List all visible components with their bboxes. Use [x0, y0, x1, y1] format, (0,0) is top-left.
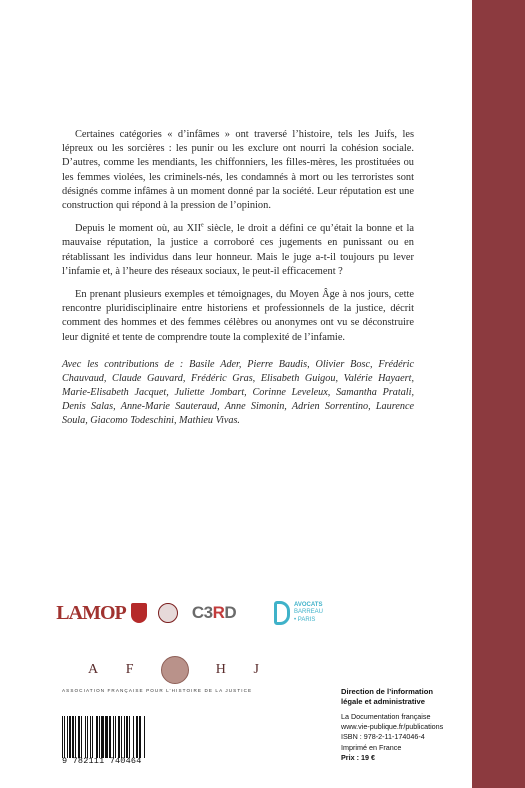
century-superscript: e — [201, 222, 204, 229]
paragraph-1: Certaines catégories « d’infâmes » ont traversé l’histoire, tels les Juifs, les lépreux ou les sorcières : les punir ou les exclure ont nourri la cohésion sociale. D’autres, comme les mendiants, les chiffonniers, les filles-mères, les prostituées ou les femmes violées, les criminels-nés, les condamnés à mort ou les terroristes sont désignés comme infâmes à un moment donné par la société. Leur réputation est une construction qui répond à la pression de l’opinion. — [62, 129, 414, 212]
paragraph-2 — [62, 222, 414, 279]
afhj-letter-h: H — [215, 662, 227, 677]
partner-logos — [56, 593, 420, 633]
lamop-wordmark: LAMOP — [56, 601, 126, 624]
avocats-barreau-paris-logo — [274, 593, 344, 633]
paragraph-2-end: siècle, le droit a défini ce qu’était la bonne et la mauvaise réputation, la justice a corroboré ces jugements en punissant ou en rétablissant les individus dans leur honneur. Mais le juge a-t-il toujours pu lever l’infamie et, à l’heure des réseaux sociaux, le peut-il efficacement ? — [62, 223, 414, 277]
publisher-info — [341, 687, 501, 763]
institute-seal-logo — [155, 593, 181, 633]
afhj-logo — [62, 656, 268, 693]
barcode-digits: 9 782111 740464 — [62, 756, 178, 766]
afhj-letter-a: A — [88, 662, 100, 677]
price: Prix : 19 € — [341, 752, 375, 762]
barcode-bar — [144, 716, 145, 758]
crest-icon — [131, 603, 147, 623]
afhj-seal-icon — [161, 656, 189, 684]
publisher-name-line-2: légale et administrative — [341, 697, 425, 706]
back-cover-text — [62, 128, 414, 428]
c3rd-wordmark: C3RD — [191, 603, 237, 622]
university-crest-logo — [126, 593, 152, 633]
isbn-barcode — [62, 716, 178, 768]
publisher-imprint: La Documentation française — [341, 712, 431, 721]
isbn-text: ISBN : 978-2-11-174046-4 — [341, 732, 425, 742]
afhj-letter-f: F — [125, 662, 135, 677]
paragraph-2-start: Depuis le moment où, au XII — [75, 223, 202, 235]
avocats-wordmark: AVOCATS BARREAU • PARIS — [294, 601, 324, 623]
color-band — [472, 0, 525, 788]
contributors-list: Avec les contributions de : Basile Ader, Pierre Baudis, Olivier Bosc, Frédéric Chauvaud, Claude Gauvard, Frédéric Gras, Elisabeth Guigou, Valérie Hayaert, Marie-Elisabeth Jacquet, Juliette Jombart, Corinne Leveleux, Samantha Pratali, Denis Salas, Anne-Marie Sauteraud, Anne Simonin, Adrien Sorrentino, Laurence Soula, Giacomo Todeschini, Mathieu Vivas. — [62, 358, 414, 426]
barcode-bars — [62, 716, 178, 758]
publisher-website: www.vie-publique.fr/publications — [341, 722, 444, 732]
afhj-letter-j: J — [253, 662, 260, 677]
paragraph-3: En prenant plusieurs exemples et témoignages, du Moyen Âge à nos jours, cette rencontre pluridisciplinaire entre historiens et professionnels de la justice, décrit comment des hommes et des femmes célèbres ou anonymes ont vu se déconstruire leur dignité et tente de comprendre toute la complexité de l’infamie. — [62, 289, 414, 343]
publisher-name-line-1: Direction de l’information — [341, 687, 433, 696]
b-mark-icon — [274, 601, 290, 625]
lamop-logo — [56, 593, 126, 633]
seal-icon — [158, 603, 178, 623]
printed-in: Imprimé en France — [341, 742, 402, 752]
afhj-subtitle: ASSOCIATION FRANÇAISE POUR L’HISTOIRE DE LA JUSTICE — [62, 688, 253, 693]
c3rd-logo — [188, 593, 240, 633]
